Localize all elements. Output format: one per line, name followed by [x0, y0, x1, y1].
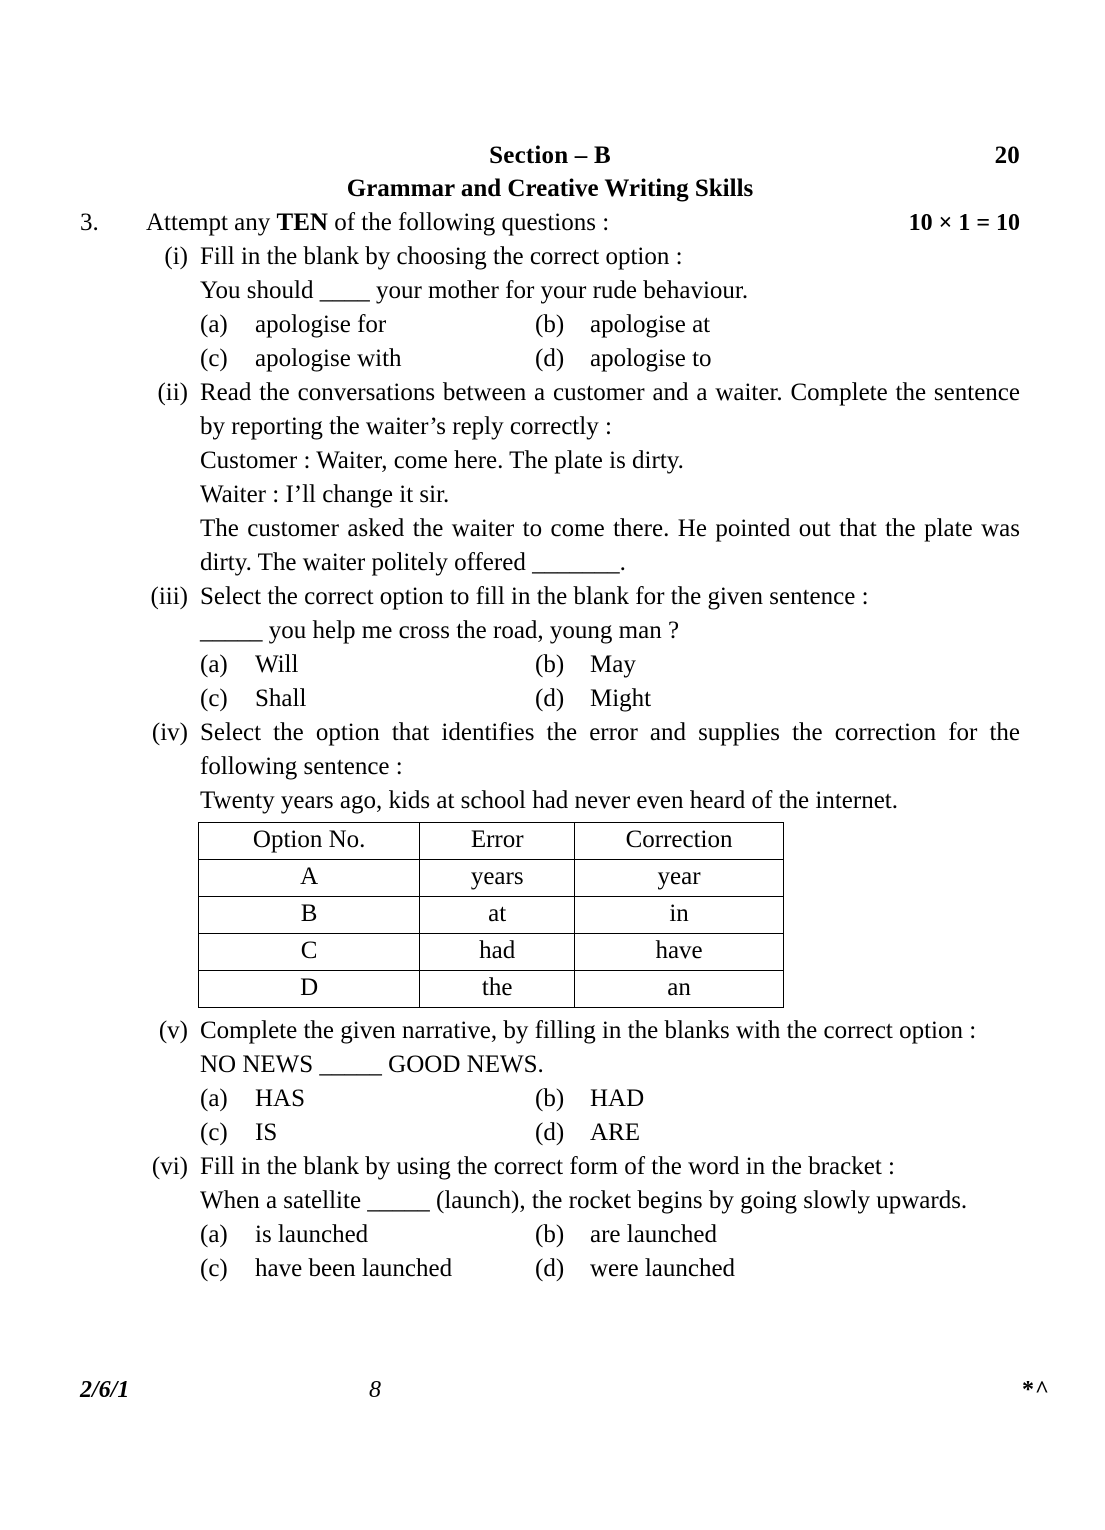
table-header-row: [199, 823, 784, 860]
option-label: (a): [200, 311, 228, 338]
table-header-cell: Correction: [575, 823, 784, 860]
table-row[interactable]: [199, 934, 784, 971]
table-cell-error: at: [420, 897, 575, 934]
option-text: HAD: [590, 1085, 645, 1112]
option-text: apologise at: [590, 311, 711, 338]
table-cell-error: the: [420, 971, 575, 1008]
option-item[interactable]: [200, 1116, 277, 1150]
option-item[interactable]: [535, 1116, 640, 1150]
option-item[interactable]: [200, 682, 306, 716]
question-instruction: [146, 206, 609, 240]
table-header-cell: Option No.: [199, 823, 420, 860]
table-cell-correction: year: [575, 860, 784, 897]
sub-question-dialogue-line: Customer : Waiter, come here. The plate is dirty.: [200, 447, 684, 474]
option-item[interactable]: [200, 1218, 368, 1252]
table-cell-option: C: [199, 934, 420, 971]
table-row[interactable]: [199, 860, 784, 897]
page-header: [80, 140, 1020, 206]
page-footer: [80, 1377, 1050, 1407]
table-cell-option: B: [199, 897, 420, 934]
sub-question-sentence-line: Twenty years ago, kids at school had never even heard of the internet.: [200, 787, 898, 814]
option-text: apologise with: [255, 345, 402, 372]
option-label: (a): [200, 1221, 228, 1248]
option-row: [200, 648, 1020, 682]
sub-question-sentence-line: When a satellite _____ (launch), the rocket begins by going slowly upwards.: [200, 1187, 968, 1214]
option-text: IS: [255, 1119, 278, 1146]
table-cell-correction: in: [575, 897, 784, 934]
option-grid: [200, 1082, 1020, 1150]
option-text: are launched: [590, 1221, 718, 1248]
option-grid: [200, 648, 1020, 716]
question-number: 3.: [80, 209, 99, 236]
option-item[interactable]: [200, 648, 298, 682]
option-label: (c): [200, 1119, 228, 1146]
section-subtitle: Grammar and Creative Writing Skills: [346, 175, 754, 202]
instruction-pre: Attempt any: [146, 209, 277, 236]
table-cell-option: A: [199, 860, 420, 897]
option-text: HAS: [255, 1085, 306, 1112]
sub-question-stem-line: Read the conversations between a customer and a waiter. Complete the sentence by reporting the waiter’s reply correctly :: [200, 379, 1020, 440]
question-marks: 10 × 1 = 10: [908, 210, 1020, 236]
option-text: is launched: [255, 1221, 369, 1248]
option-text: were launched: [590, 1255, 736, 1282]
option-label: (b): [535, 1085, 565, 1112]
instruction-emphasis: TEN: [276, 209, 328, 236]
option-text: Might: [590, 685, 652, 712]
option-row: [200, 1116, 1020, 1150]
instruction-post: of the following questions :: [327, 209, 610, 236]
sub-question-v: [80, 1014, 1020, 1150]
option-item[interactable]: [535, 682, 651, 716]
option-label: (c): [200, 1255, 228, 1282]
option-label: (d): [535, 345, 565, 372]
option-grid: [200, 308, 1020, 376]
footer-paper-code: 2/6/1: [80, 1377, 130, 1403]
option-row: [200, 682, 1020, 716]
sub-question-i: [80, 240, 1020, 376]
sub-questions-container: [80, 240, 1020, 1286]
option-item[interactable]: [535, 1218, 717, 1252]
table-cell-option: D: [199, 971, 420, 1008]
table-header-cell: Error: [420, 823, 575, 860]
option-label: (b): [535, 311, 565, 338]
sub-question-roman: (v): [158, 1017, 188, 1044]
sub-question-stem-line: You should ____ your mother for your rude behaviour.: [200, 277, 749, 304]
section-title: Section – B: [489, 142, 611, 169]
option-text: apologise for: [255, 311, 387, 338]
sub-question-iv: [80, 716, 1020, 1014]
sub-question-roman: (iii): [150, 583, 188, 610]
option-label: (c): [200, 685, 228, 712]
option-label: (c): [200, 345, 228, 372]
option-grid: [200, 1218, 1020, 1286]
sub-question-roman: (vi): [151, 1153, 188, 1180]
sub-question-stem-line: Fill in the blank by choosing the correct option :: [200, 243, 683, 270]
sub-question-stem-line: _____ you help me cross the road, young man ?: [200, 617, 680, 644]
table-cell-error: years: [420, 860, 575, 897]
sub-question-reported-line: The customer asked the waiter to come there. He pointed out that the plate was dirty. The waiter politely offered _______.: [200, 515, 1020, 576]
option-label: (b): [535, 1221, 565, 1248]
option-text: Will: [255, 651, 299, 678]
sub-question-stem-line: Select the correct option to fill in the blank for the given sentence :: [200, 583, 869, 610]
option-row: [200, 1252, 1020, 1286]
option-row: [200, 1218, 1020, 1252]
sub-question-vi: [80, 1150, 1020, 1286]
option-label: (a): [200, 651, 228, 678]
option-label: (d): [535, 1119, 565, 1146]
sub-question-ii: [80, 376, 1020, 580]
option-label: (d): [535, 685, 565, 712]
option-text: May: [590, 651, 636, 678]
option-label: (b): [535, 651, 565, 678]
option-row: [200, 308, 1020, 342]
footer-page-number: 8: [369, 1377, 381, 1403]
sub-question-stem-line: Select the option that identifies the error and supplies the correction for the following sentence :: [200, 719, 1020, 780]
sub-question-stem-line: Complete the given narrative, by filling in the blanks with the correct option :: [200, 1017, 977, 1044]
error-correction-table: [198, 822, 784, 1008]
section-marks: 20: [994, 142, 1020, 169]
option-label: (d): [535, 1255, 565, 1282]
footer-mark: *^: [1022, 1377, 1050, 1403]
option-item[interactable]: [535, 1252, 735, 1286]
option-text: apologise to: [590, 345, 712, 372]
option-item[interactable]: [200, 1082, 305, 1116]
option-item[interactable]: [535, 308, 710, 342]
sub-question-narrative-line: NO NEWS _____ GOOD NEWS.: [200, 1051, 544, 1078]
option-item[interactable]: [200, 342, 402, 376]
option-item[interactable]: [200, 308, 386, 342]
sub-question-stem-line: Fill in the blank by using the correct form of the word in the bracket :: [200, 1153, 895, 1180]
sub-question-roman: (ii): [157, 379, 188, 406]
option-row: [200, 1082, 1020, 1116]
table-cell-correction: have: [575, 934, 784, 971]
option-text: Shall: [255, 685, 307, 712]
table-row[interactable]: [199, 971, 784, 1008]
sub-question-roman: (i): [164, 243, 188, 270]
section-heading-row: [80, 140, 1020, 172]
option-item[interactable]: [535, 342, 712, 376]
option-item[interactable]: [535, 648, 636, 682]
sub-question-iii: [80, 580, 1020, 716]
option-label: (a): [200, 1085, 228, 1112]
table-cell-correction: an: [575, 971, 784, 1008]
option-item[interactable]: [200, 1252, 452, 1286]
option-text: have been launched: [255, 1255, 453, 1282]
option-row: [200, 342, 1020, 376]
option-text: ARE: [590, 1119, 640, 1146]
option-item[interactable]: [535, 1082, 644, 1116]
sub-question-roman: (iv): [151, 719, 188, 746]
table-cell-error: had: [420, 934, 575, 971]
sub-question-dialogue-line: Waiter : I’ll change it sir.: [200, 481, 450, 508]
table-row[interactable]: [199, 897, 784, 934]
